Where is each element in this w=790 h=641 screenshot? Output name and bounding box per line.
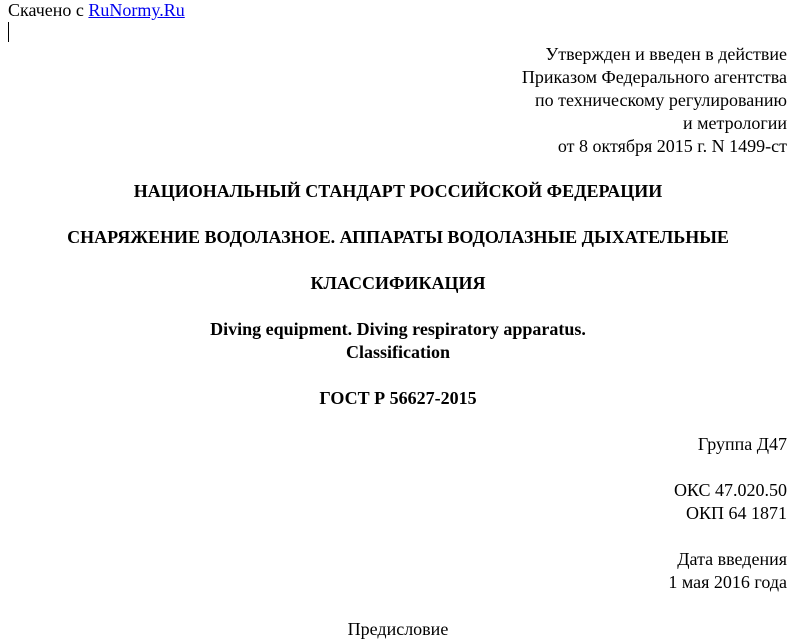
okp-code: ОКП 64 1871 [685,503,787,523]
text-cursor [8,22,9,42]
approval-line: Приказом Федерального агентства [521,67,787,87]
standard-heading: НАЦИОНАЛЬНЫЙ СТАНДАРТ РОССИЙСКОЙ ФЕДЕРАЦИИ [133,181,663,201]
oks-code: ОКС 47.020.50 [673,480,787,500]
download-source-line [8,0,185,22]
approval-line: по техническому регулированию [534,90,787,110]
classification-codes [674,479,787,525]
runormy-link[interactable]: RuNormy.Ru [88,0,185,20]
document-title: СНАРЯЖЕНИЕ ВОДОЛАЗНОЕ. АППАРАТЫ ВОДОЛАЗНЫЕ ДЫХАТЕЛЬНЫЕ [67,227,729,247]
introduction-date-value: 1 мая 2016 года [668,572,787,592]
group-block [698,433,787,456]
gost-number: ГОСТ Р 56627-2015 [319,388,477,408]
download-prefix: Скачено с [8,0,84,20]
approval-line: и метрологии [683,113,787,133]
approval-block [522,43,787,158]
english-subtitle: Classification [345,342,450,362]
introduction-date-block [668,548,787,594]
introduction-date-label: Дата введения [677,549,787,569]
approval-line: от 8 октября 2015 г. N 1499-ст [557,136,787,156]
english-title: Diving equipment. Diving respiratory apparatus. [210,319,586,339]
preface-heading: Предисловие [347,619,449,639]
group-label: Группа Д47 [697,434,787,454]
document-subtitle: КЛАССИФИКАЦИЯ [310,273,486,293]
approval-line: Утвержден и введен в действие [545,44,787,64]
